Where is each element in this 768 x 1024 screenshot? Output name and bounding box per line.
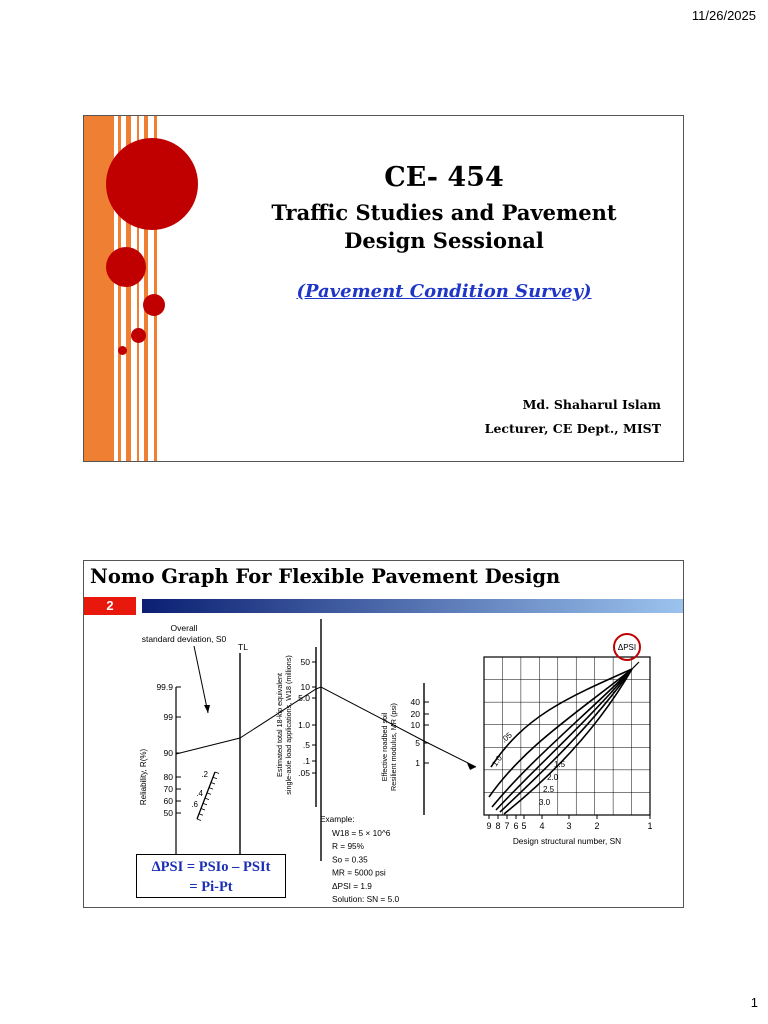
sd-tick-label: .6	[191, 800, 198, 809]
w18-ticks	[298, 657, 316, 778]
example-title: Example:	[320, 814, 355, 824]
decorative-circle	[118, 346, 127, 355]
mr-tick-label: 40	[410, 697, 420, 707]
mr-tick-label: 5	[415, 738, 420, 748]
sd-minor-tick	[211, 782, 215, 784]
author-name: Md. Shaharul Islam	[522, 397, 661, 412]
example-lines	[332, 828, 399, 904]
course-name-line: Traffic Studies and Pavement	[271, 200, 617, 225]
author-title: Lecturer, CE Dept., MIST	[484, 421, 661, 436]
psi-curve-label: 3.0	[539, 798, 551, 807]
psi-pointer	[632, 662, 639, 669]
reliability-axis-label: Reliability, R(%)	[139, 748, 148, 806]
psi-equation-box	[136, 854, 286, 898]
sd-minor-tick	[215, 772, 219, 774]
mr-axis-label: Resilient modulus, MR (psi)	[389, 703, 398, 791]
arrow-head	[204, 705, 210, 713]
example-line: Solution: SN = 5.0	[332, 894, 400, 904]
psi-curve-label: 2.0	[547, 773, 559, 782]
equation-line: = Pi-Pt	[189, 879, 233, 895]
example-path	[176, 687, 476, 767]
arrow-head	[467, 763, 476, 770]
course-code: CE- 454	[384, 162, 504, 193]
page-number: 1	[750, 995, 758, 1010]
course-name-line: Design Sessional	[344, 228, 544, 253]
print-date: 11/26/2025	[691, 8, 756, 23]
mr-tick-label: 20	[410, 709, 420, 719]
sn-tick-label: 4	[539, 821, 545, 831]
mr-axis-label: Effective roadbed soil	[380, 712, 389, 782]
psi-curve	[489, 669, 632, 797]
example-line: W18 = 5 × 10^6	[332, 828, 391, 838]
sn-ticks	[486, 815, 652, 831]
sn-tick-label: 1	[647, 821, 653, 831]
sn-tick-label: 8	[495, 821, 501, 831]
example-line: MR = 5000 psi	[332, 867, 386, 878]
psi-curve-label: .05	[499, 730, 514, 745]
sn-tick-label: 2	[594, 821, 600, 831]
psi-curve-label: 1.5	[554, 760, 566, 769]
psi-curve-label: 1.0	[490, 753, 505, 769]
equation-line: ΔPSI = PSIo – PSIt	[151, 859, 271, 875]
psi-curve-label: 2.5	[543, 785, 555, 794]
course-name	[204, 199, 684, 255]
reliability-tick-label: 50	[163, 808, 173, 818]
decorative-circle-large	[106, 138, 198, 230]
reliability-tick-label: 99	[163, 712, 173, 722]
w18-tick-label: .5	[302, 740, 310, 750]
title-slide	[83, 115, 684, 462]
psi-label: ΔPSI	[617, 643, 637, 652]
example-line: ΔPSI = 1.9	[332, 880, 372, 891]
nomograph-slide	[83, 560, 684, 908]
decorative-circle	[143, 294, 165, 316]
sd-label: Overall	[170, 623, 198, 633]
sd-pointer-line	[194, 646, 208, 713]
example-line: R = 95%	[332, 841, 365, 852]
mr-ticks	[411, 697, 429, 768]
sd-minor-tick	[199, 814, 203, 816]
sn-axis-label: Design structural number, SN	[512, 836, 622, 846]
w18-tick-label: 1.0	[298, 720, 310, 730]
decorative-circle	[131, 328, 146, 343]
w18-axis-label: Estimated total 18-kip equivalent	[275, 673, 284, 777]
sd-minor-tick	[207, 793, 211, 795]
reliability-tick-label: 90	[163, 748, 173, 758]
slide-number: 2	[84, 597, 136, 615]
sd-minor-tick	[209, 788, 213, 790]
sn-tick-label: 6	[513, 821, 519, 831]
example-line: So = 0.35	[332, 854, 368, 865]
reliability-ticks	[156, 682, 181, 818]
sd-ticks	[191, 770, 219, 821]
w18-tick-label: .1	[302, 756, 310, 766]
sd-minor-tick	[197, 819, 201, 821]
tl-label: TL	[238, 642, 248, 652]
psi-curve	[496, 669, 632, 810]
sn-tick-label: 9	[486, 821, 492, 831]
slide-number-bar	[84, 597, 683, 615]
sd-minor-tick	[203, 803, 207, 805]
w18-tick-label: 5.0	[298, 693, 310, 703]
w18-tick-label: 50	[300, 657, 310, 667]
sn-tick-label: 5	[521, 821, 527, 831]
sd-label: standard deviation, S0	[141, 634, 227, 644]
w18-axis-label: single-axle load applications, W18 (millions)	[284, 655, 293, 795]
mr-tick-label: 10	[410, 720, 420, 730]
reliability-tick-label: 70	[163, 784, 173, 794]
mr-tick-label: 1	[415, 758, 420, 768]
reliability-tick-label: 99.9	[156, 682, 173, 692]
slide-title: Nomo Graph For Flexible Pavement Design	[90, 565, 561, 588]
gradient-bar	[142, 599, 683, 613]
slide-subtitle: (Pavement Condition Survey)	[296, 281, 592, 302]
sd-minor-tick	[205, 798, 209, 800]
sn-tick-label: 3	[566, 821, 572, 831]
sn-tick-label: 7	[504, 821, 510, 831]
reliability-tick-label: 60	[163, 796, 173, 806]
reliability-tick-label: 80	[163, 772, 173, 782]
sd-tick-label: .2	[201, 770, 208, 779]
decorative-circle	[106, 247, 146, 287]
w18-tick-label: 10	[300, 682, 310, 692]
w18-tick-label: .05	[298, 768, 310, 778]
sd-minor-tick	[201, 809, 205, 811]
sd-tick-label: .4	[196, 789, 203, 798]
sd-minor-tick	[213, 777, 217, 779]
